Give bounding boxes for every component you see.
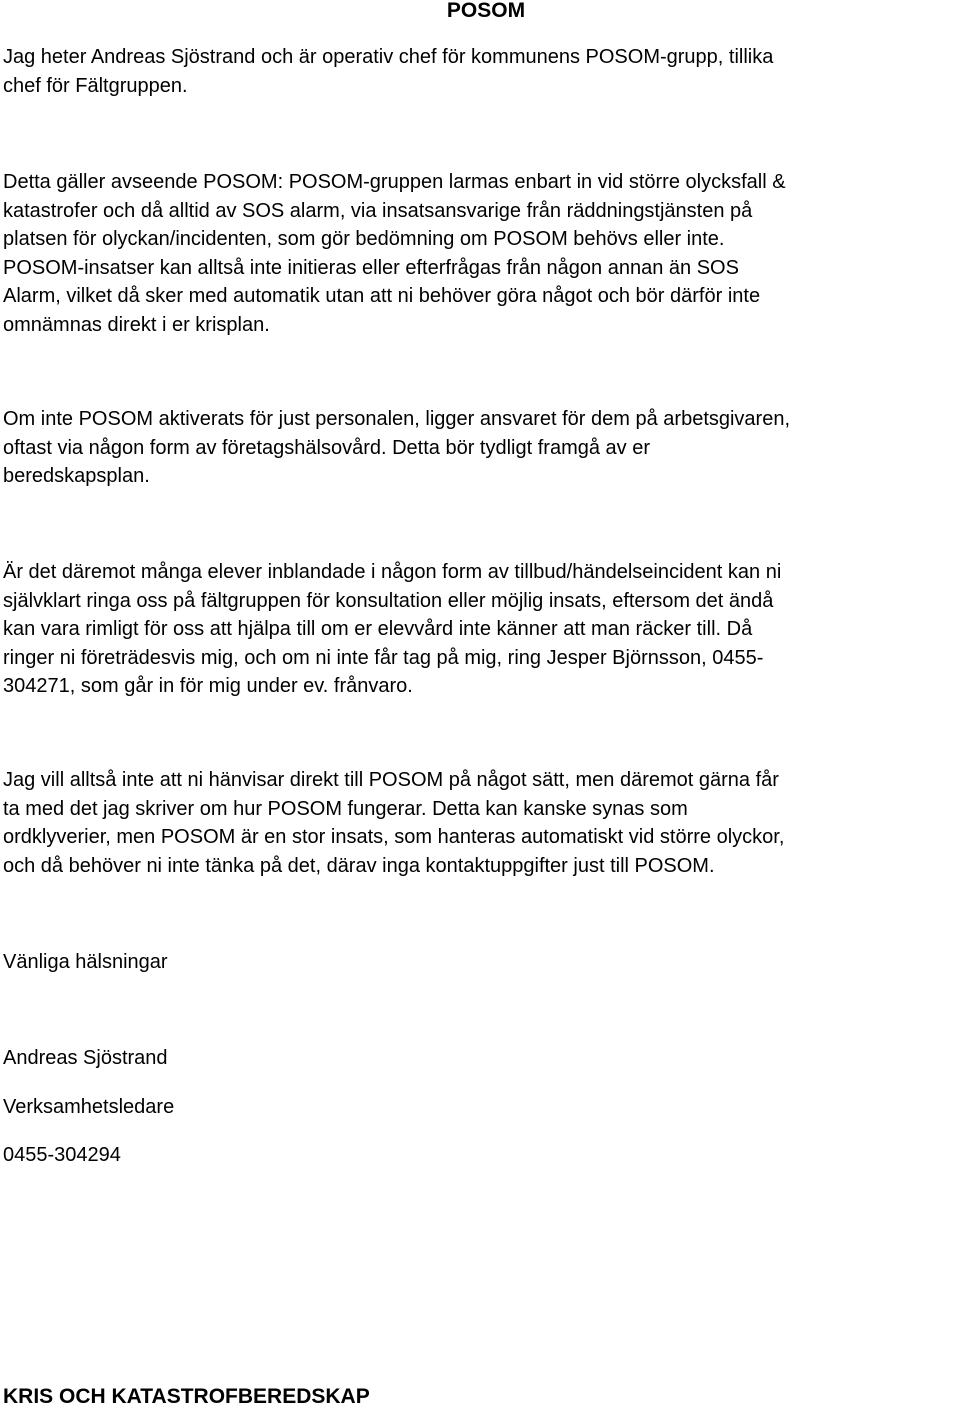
paragraph-employer — [3, 405, 960, 491]
paragraph-line: beredskapsplan. — [3, 465, 150, 488]
paragraph-line: ringer ni företrädesvis mig, och om ni inte får tag på mig, ring Jesper Björnsson, 0455- — [3, 646, 764, 669]
signature-phone: 0455-304294 — [3, 1144, 121, 1166]
paragraph-line: 304271, som går in för mig under ev. frånvaro. — [3, 675, 413, 698]
paragraph-sos-alarm — [3, 168, 960, 340]
intro-line: chef för Fältgruppen. — [3, 74, 188, 97]
paragraph-line: och då behöver ni inte tänka på det, därav inga kontaktuppgifter just till POSOM. — [3, 854, 715, 877]
paragraph-line: katastrofer och då alltid av SOS alarm, via insatsansvarige från räddningstjänsten på — [3, 199, 753, 222]
paragraph-line: självklart ringa oss på fältgruppen för konsultation eller möjlig insats, eftersom det ändå — [3, 589, 774, 612]
paragraph-line: Är det däremot många elever inblandade i någon form av tillbud/händelseincident kan ni — [3, 561, 782, 583]
paragraph-line: Jag vill alltså inte att ni hänvisar direkt till POSOM på något sätt, men däremot gärna får — [3, 769, 779, 791]
paragraph-line: ordklyverier, men POSOM är en stor insats, som hanteras automatiskt vid större olyckor, — [3, 826, 785, 849]
footer-heading: KRIS OCH KATASTROFBEREDSKAP — [3, 1385, 370, 1408]
paragraph-line: platsen för olyckan/incidenten, som gör bedömning om POSOM behövs eller inte. — [3, 228, 725, 251]
signature-name: Andreas Sjöstrand — [3, 1047, 168, 1069]
signature-role: Verksamhetsledare — [3, 1096, 175, 1118]
paragraph-field-group — [3, 558, 960, 701]
paragraph-line: Alarm, vilket då sker med automatik utan att ni behöver göra något och bör därför inte — [3, 285, 761, 308]
paragraph-line: ta med det jag skriver om hur POSOM fungerar. Detta kan kanske synas som — [3, 797, 688, 820]
paragraph-line: kan vara rimligt för oss att hjälpa till om er elevvård inte känner att man räcker till. Då — [3, 618, 753, 641]
paragraph-referral — [3, 766, 960, 880]
paragraph-line: Om inte POSOM aktiverats för just personalen, ligger ansvaret för dem på arbetsgivaren, — [3, 408, 791, 430]
paragraph-line: POSOM-insatser kan alltså inte initieras eller efterfrågas från någon annan än SOS — [3, 256, 739, 279]
closing-greeting: Vänliga hälsningar — [3, 951, 168, 973]
paragraph-line: omnämnas direkt i er krisplan. — [3, 313, 270, 336]
paragraph-line: oftast via någon form av företagshälsovård. Detta bör tydligt framgå av er — [3, 436, 650, 459]
intro-line: Jag heter Andreas Sjöstrand och är operativ chef för kommunens POSOM-grupp, tillika — [3, 46, 774, 68]
page-title: POSOM — [446, 0, 526, 22]
paragraph-line: Detta gäller avseende POSOM: POSOM-gruppen larmas enbart in vid större olycksfall & — [3, 171, 786, 193]
intro-paragraph — [3, 43, 960, 100]
